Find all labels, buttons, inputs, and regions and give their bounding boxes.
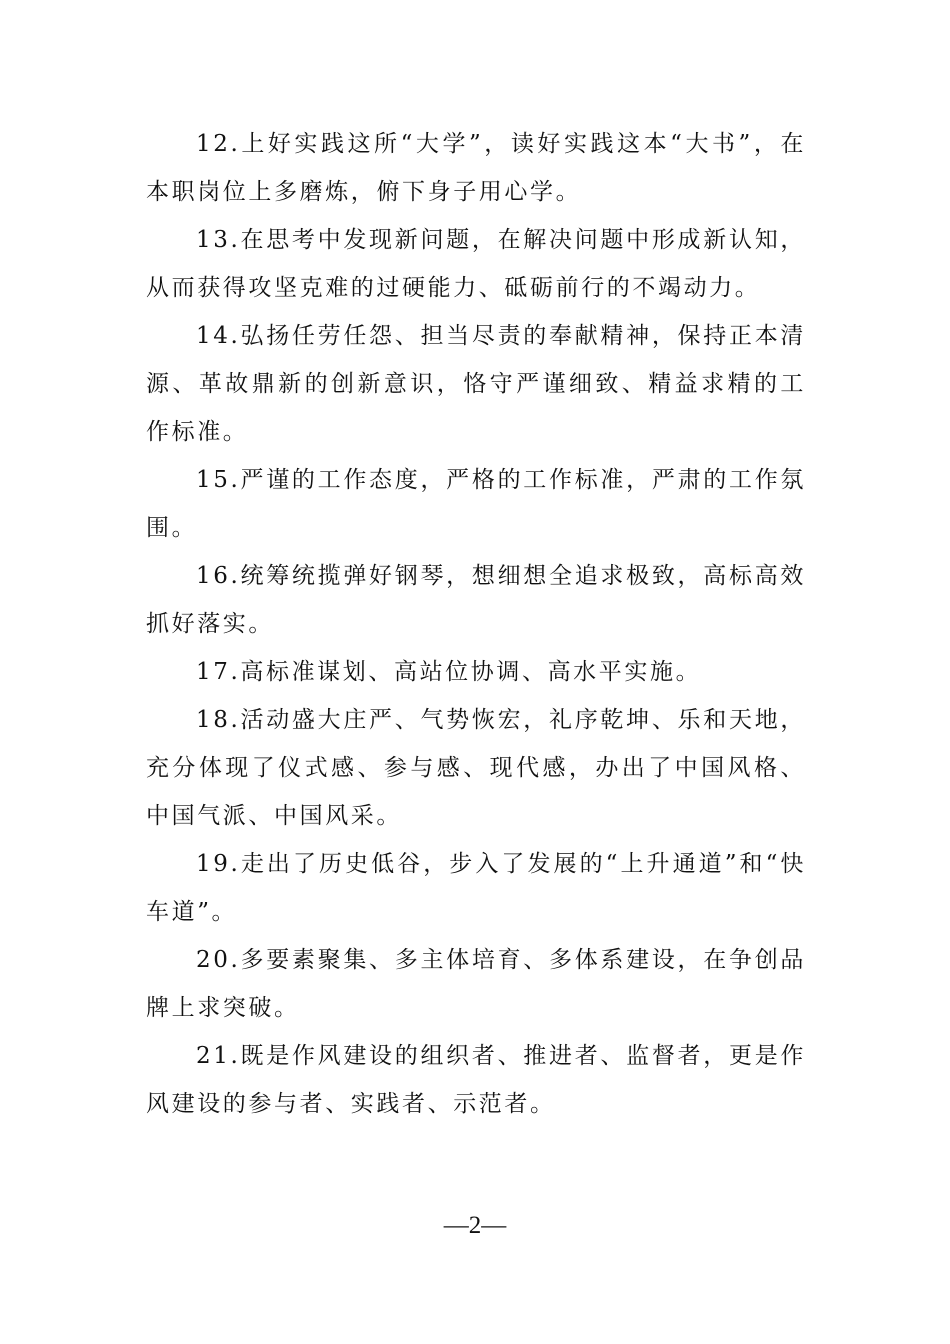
page-number: —2— bbox=[443, 1212, 507, 1239]
paragraph-12: 12.上好实践这所“大学”，读好实践这本“大书”，在本职岗位上多磨炼，俯下身子用心学。 bbox=[146, 131, 806, 205]
paragraph-20: 20.多要素聚集、多主体培育、多体系建设，在争创品牌上求突破。 bbox=[146, 947, 806, 1021]
paragraph-13: 13.在思考中发现新问题，在解决问题中形成新认知，从而获得攻坚克难的过硬能力、砥砺前行的不竭动力。 bbox=[146, 227, 806, 301]
paragraph-14: 14.弘扬任劳任怨、担当尽责的奉献精神，保持正本清源、革故鼎新的创新意识，恪守严谨细致、精益求精的工作标准。 bbox=[146, 323, 806, 445]
paragraph-16: 16.统筹统揽弹好钢琴，想细想全追求极致，高标高效抓好落实。 bbox=[146, 563, 806, 637]
paragraph-17: 17.高标准谋划、高站位协调、高水平实施。 bbox=[196, 659, 702, 685]
paragraph-15: 15.严谨的工作态度，严格的工作标准，严肃的工作氛围。 bbox=[146, 467, 806, 541]
paragraph-19: 19.走出了历史低谷，步入了发展的“上升通道”和“快车道”。 bbox=[146, 851, 806, 925]
paragraph-18: 18.活动盛大庄严、气势恢宏，礼序乾坤、乐和天地，充分体现了仪式感、参与感、现代感，办出了中国风格、中国气派、中国风采。 bbox=[146, 707, 806, 829]
paragraph-21: 21.既是作风建设的组织者、推进者、监督者，更是作风建设的参与者、实践者、示范者。 bbox=[146, 1043, 806, 1117]
document-body bbox=[146, 120, 806, 1128]
